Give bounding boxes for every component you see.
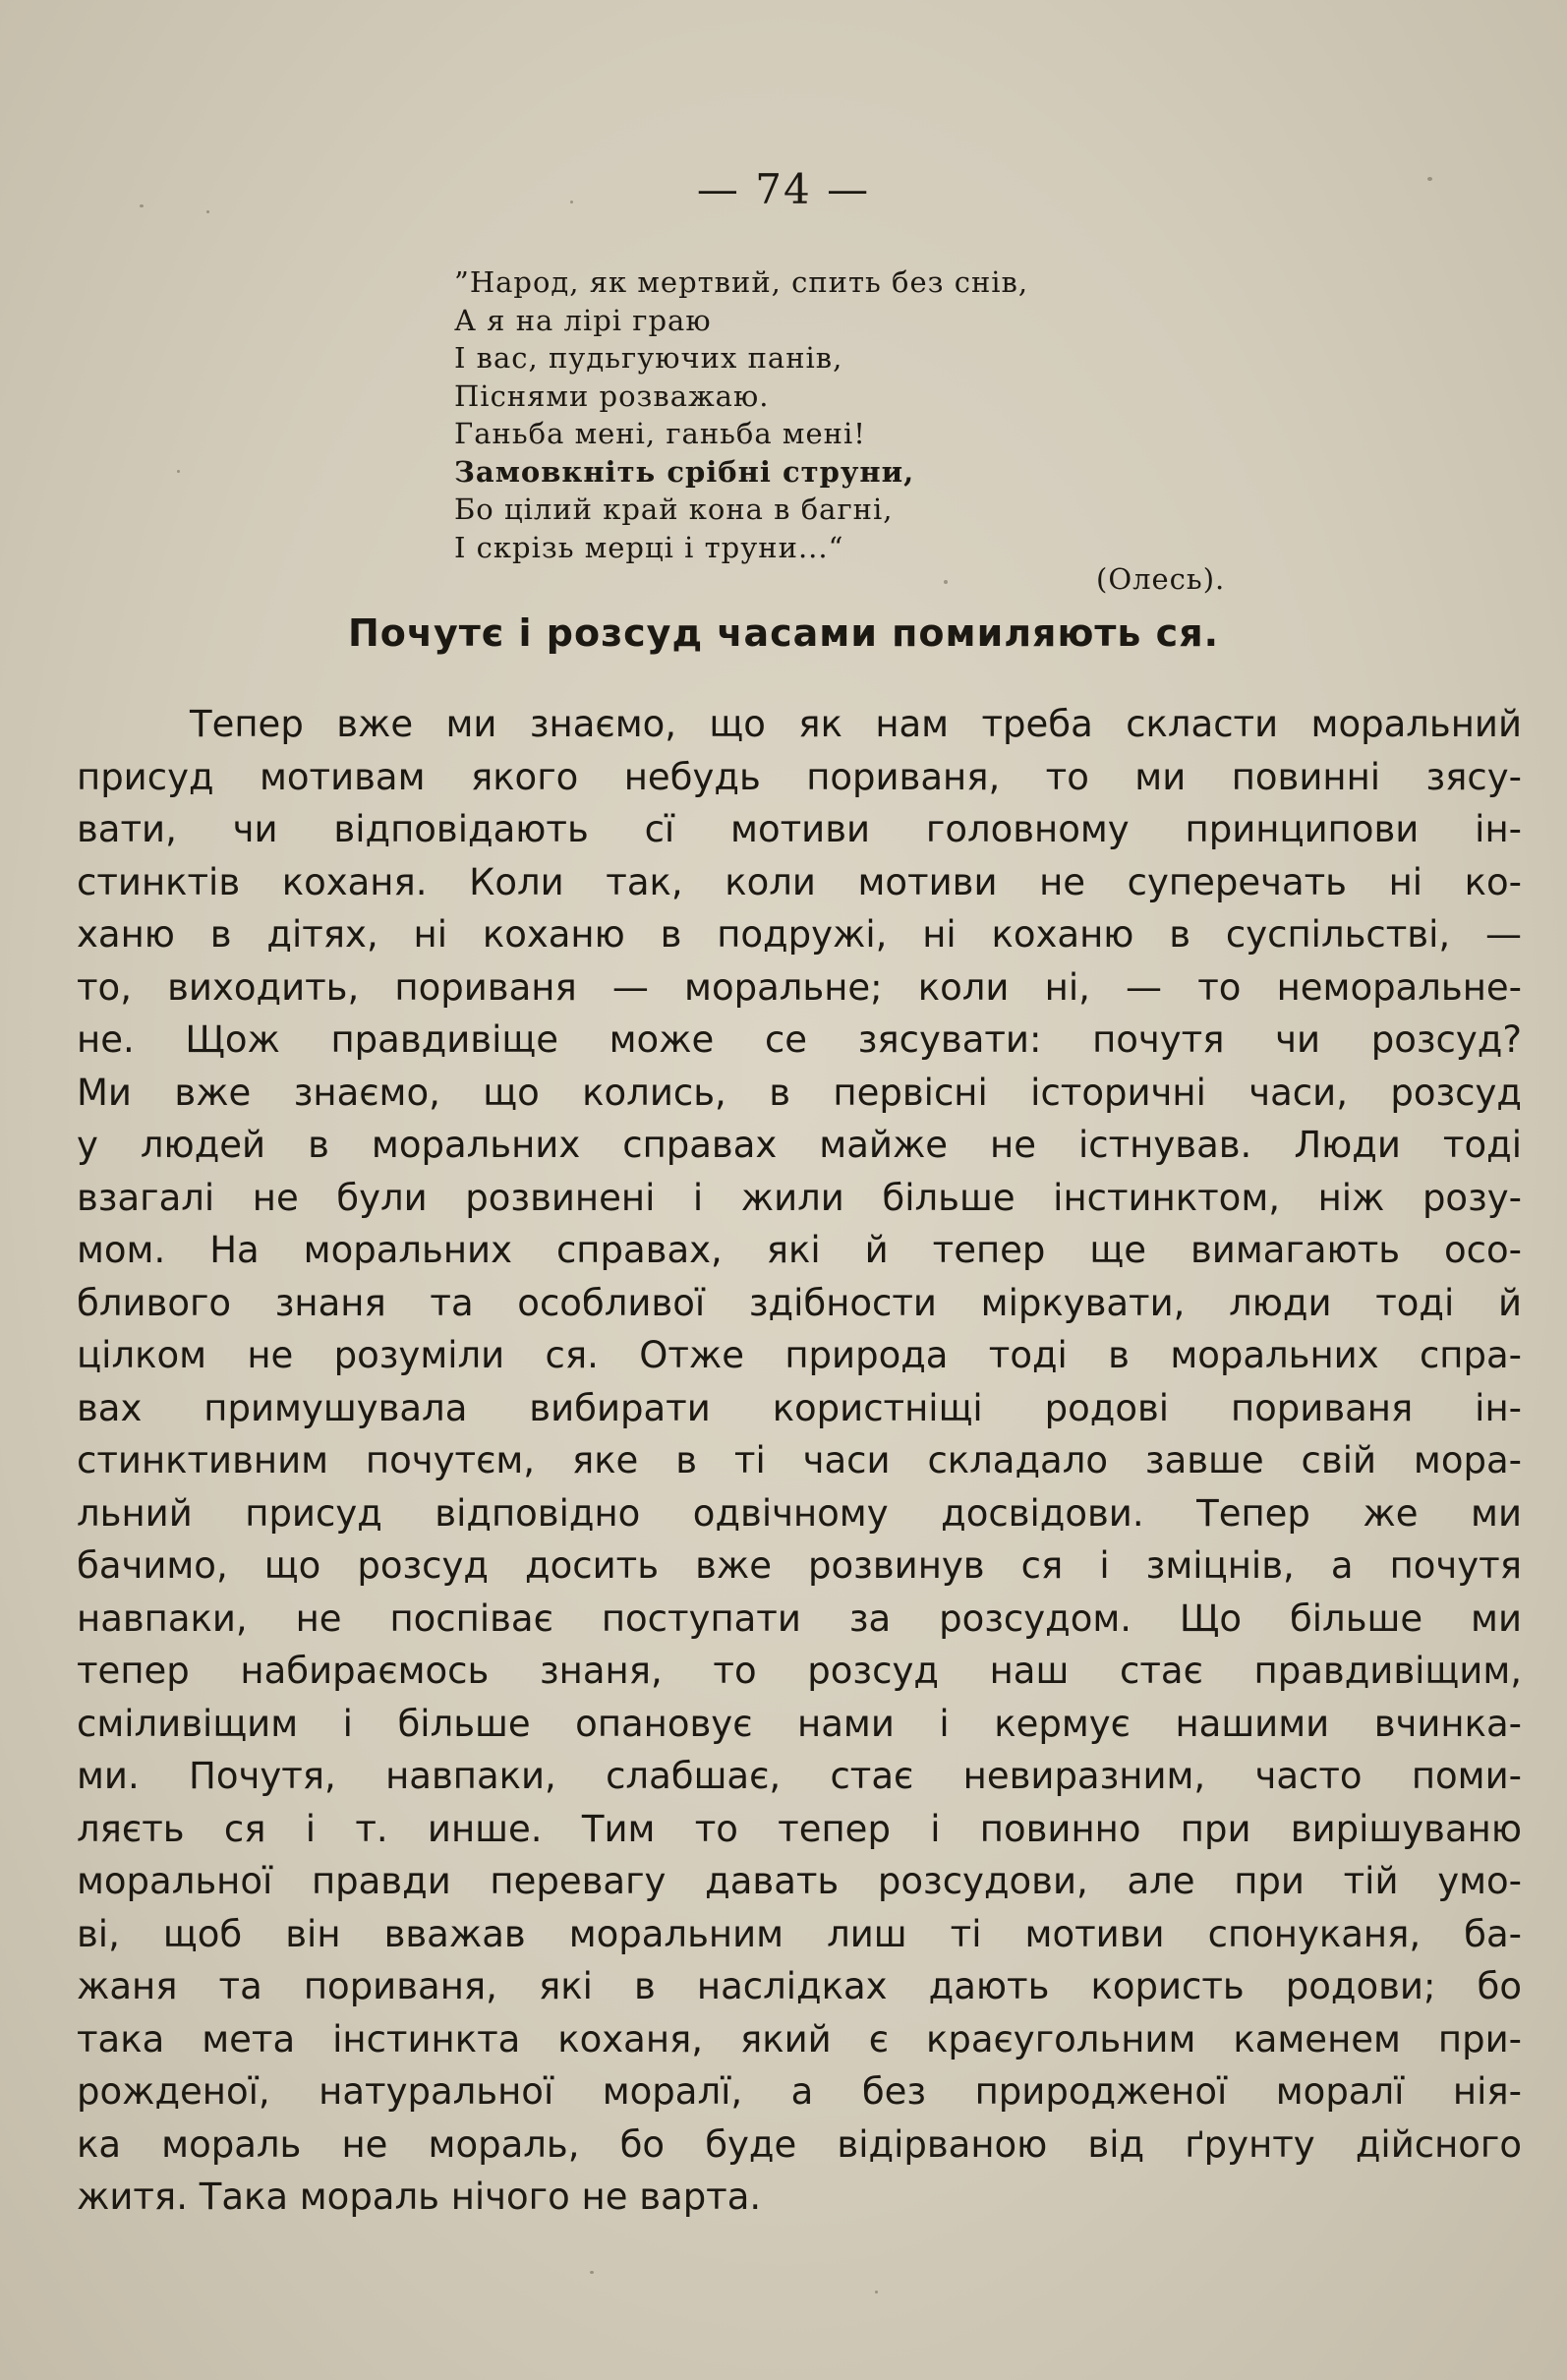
paper-speck xyxy=(875,2291,878,2293)
poem-line: І скрізь мерці і труни...“ xyxy=(454,530,844,564)
text-line: то, виходить, пориваня — моральне; коли ні, — то неморальне- xyxy=(77,965,1522,1009)
text-line: Тепер вже ми знаємо, що як нам треба скласти моральний xyxy=(190,703,1522,745)
poem-line: ”Народ, як мертвий, спить без снів, xyxy=(454,265,1029,299)
poem-line: Ганьба мені, ганьба мені! xyxy=(454,417,866,450)
paper-speck xyxy=(206,210,209,213)
text-line: присуд мотивам якого небудь пориваня, то ми повинні зясу- xyxy=(77,755,1522,798)
text-line: цілком не розуміли ся. Отже природа тоді в моральних спра- xyxy=(77,1334,1522,1376)
paper-speck xyxy=(140,204,144,207)
text-line: сміливіщим і більше опановує нами і кермує нашими вчинка- xyxy=(77,1702,1522,1745)
text-line: моральної правди перевагу давать розсудови, але при тій умо- xyxy=(77,1860,1522,1902)
page-number: — 74 — xyxy=(696,165,871,213)
poem-line: Піснями розважаю. xyxy=(454,378,770,413)
paper-speck xyxy=(177,470,180,473)
text-line: стинктів коханя. Коли так, коли мотиви не суперечать ні ко- xyxy=(77,860,1522,903)
text-line: взагалі не були розвинені і жили більше інстинктом, ніж розу- xyxy=(77,1176,1522,1219)
text-line: стинктивним почутєм, яке в ті часи складало завше свій мора- xyxy=(77,1439,1522,1481)
body-paragraph xyxy=(77,698,1522,2224)
text-line: бливого знаня та особливої здібности міркувати, люди тоді й xyxy=(77,1281,1522,1324)
paper-speck xyxy=(570,201,573,203)
text-line: ми. Почутя, навпаки, слабшає, стає невиразним, часто поми- xyxy=(77,1755,1522,1797)
poem-line: Бо цілий край кона в багні, xyxy=(454,493,894,526)
text-line: вати, чи відповідають сї мотиви головному принципови ін- xyxy=(77,808,1522,850)
text-line: у людей в моральних справах майже не істнував. Люди тоді xyxy=(77,1124,1522,1166)
paper-speck xyxy=(590,2271,594,2274)
poem-attribution: (Олесь). xyxy=(1096,562,1226,596)
paper-speck xyxy=(1427,177,1432,181)
paper-speck xyxy=(944,580,948,584)
text-line: навпаки, не поспіває поступати за розсудом. Що більше ми xyxy=(77,1596,1522,1640)
text-line: вах примушувала вибирати користніщі родові пориваня ін- xyxy=(77,1386,1522,1429)
text-line: бачимо, що розсуд досить вже розвинув ся і зміцнів, а почутя xyxy=(77,1544,1522,1587)
text-line: тепер набираємось знаня, то розсуд наш стає правдивіщим, xyxy=(77,1650,1522,1692)
text-line: ка мораль не мораль, бо буде відірваною від ґрунту дійсного xyxy=(77,2122,1522,2166)
section-heading: Почутє і розсуд часами помиляють ся. xyxy=(347,611,1220,655)
text-line: жаня та пориваня, які в наслідках дають користь родови; бо xyxy=(77,1965,1522,2007)
text-line: мом. На моральних справах, які й тепер ще вимагають осо- xyxy=(77,1229,1522,1271)
text-line: ляєть ся і т. инше. Тим то тепер і повинно при вирішуваню xyxy=(77,1807,1522,1850)
text-line: льний присуд відповідно одвічному досвідови. Тепер же ми xyxy=(77,1491,1522,1535)
text-line: житя. Така мораль нічого не варта. xyxy=(77,2176,762,2218)
text-line: така мета інстинкта коханя, який є краєугольним каменем при- xyxy=(77,2017,1522,2061)
poem-line: А я на лірі граю xyxy=(454,303,712,337)
text-line: ханю в дітях, ні коханю в подружі, ні коханю в суспільстві, — xyxy=(77,913,1522,956)
text-line: не. Щож правдивіще може се зясувати: почутя чи розсуд? xyxy=(77,1018,1522,1061)
text-line: рожденої, натуральної моралї, а без природженої моралї нія- xyxy=(77,2070,1522,2113)
poem-line: Замовкніть срібні струни, xyxy=(454,454,915,489)
poem-line: І вас, пудьгуючих панів, xyxy=(454,341,843,375)
text-line: ві, щоб він вважав моральним лиш ті мотиви спонуканя, ба- xyxy=(77,1912,1522,1955)
text-line: Ми вже знаємо, що колись, в первісні історичні часи, розсуд xyxy=(77,1071,1522,1114)
poem-epigraph xyxy=(454,263,1103,566)
